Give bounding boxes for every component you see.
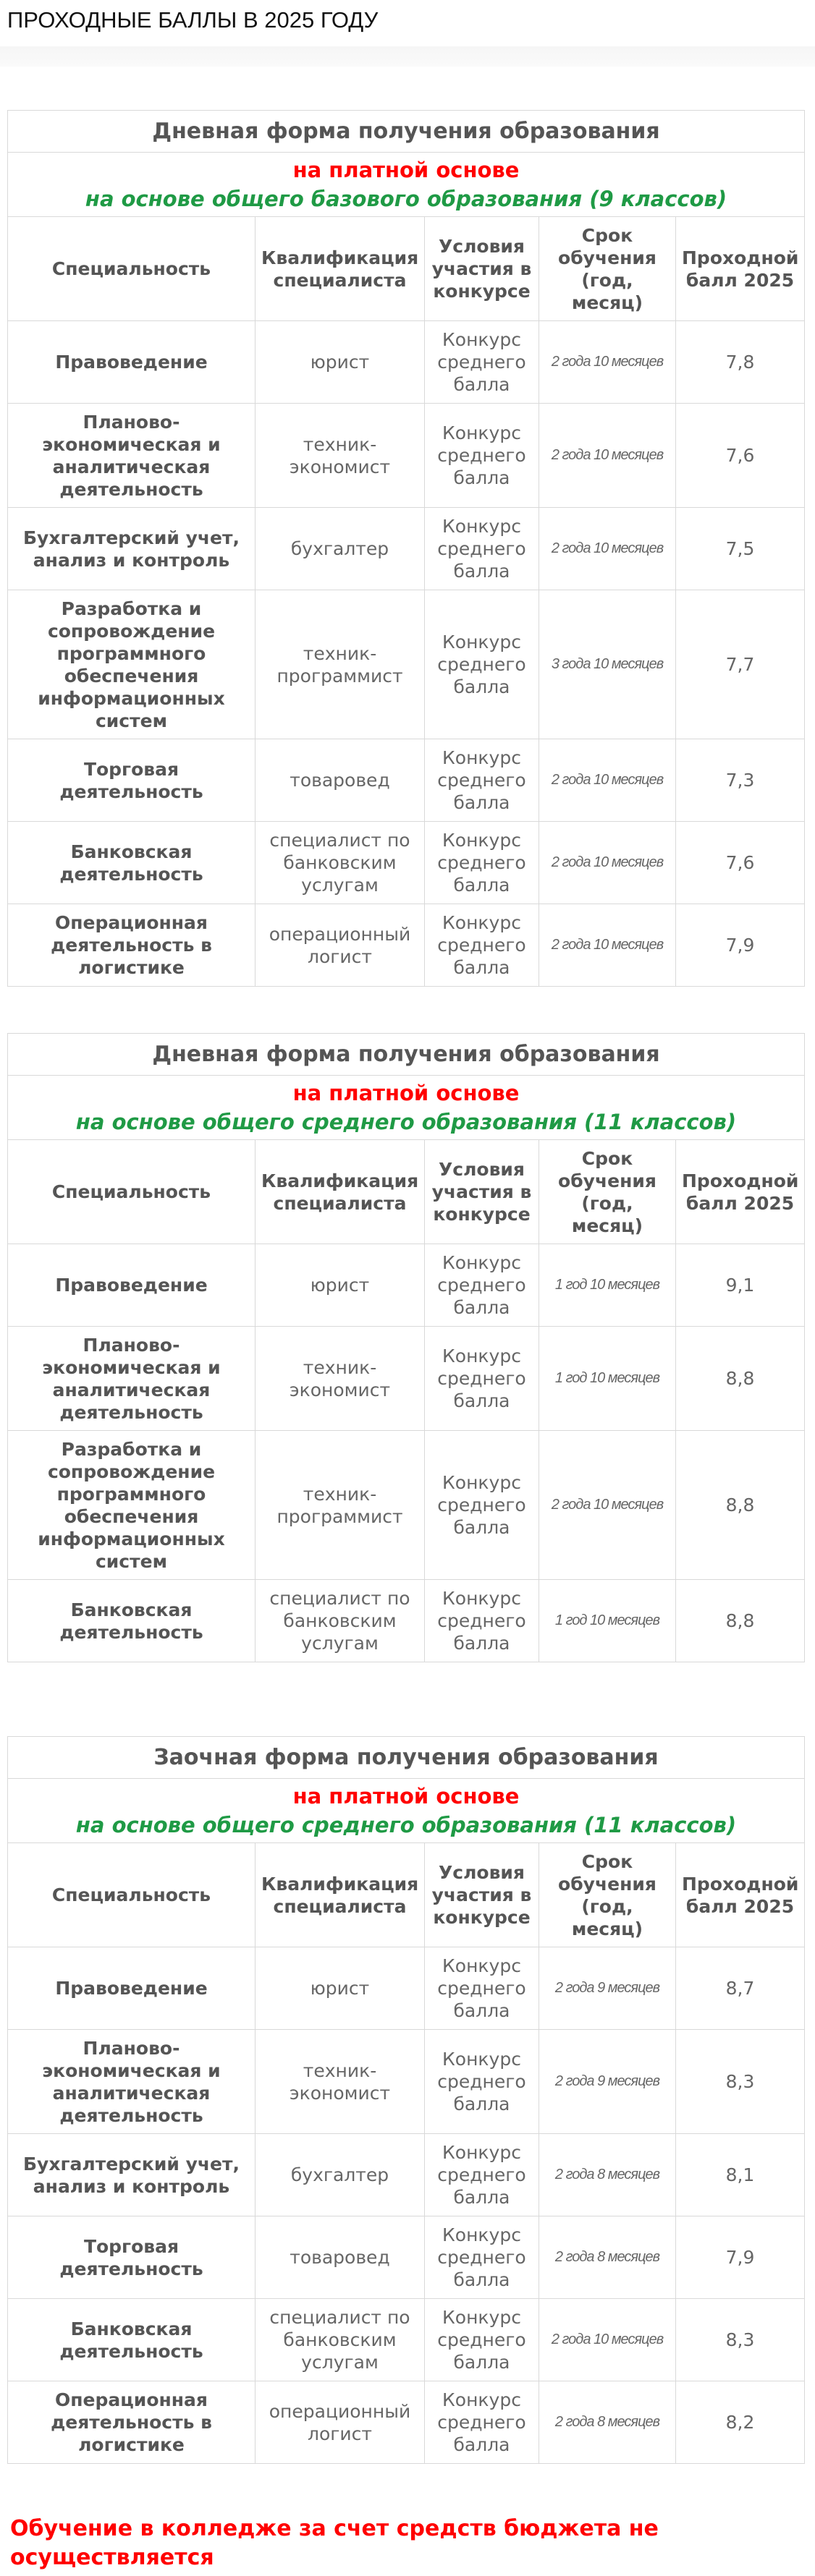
- admission-table: [7, 1033, 805, 1662]
- specialty-cell: Разработка и сопровождение программного обеспечения информационных систем: [8, 1431, 256, 1580]
- table-form-row: [8, 111, 805, 153]
- specialty-cell: Правоведение: [8, 1244, 256, 1327]
- term-cell: 1 год 10 месяцев: [539, 1327, 676, 1431]
- score-cell: 8,8: [676, 1580, 805, 1662]
- score-cell: 8,2: [676, 2381, 805, 2464]
- specialty-cell: Планово-экономическая и аналитическая деятельность: [8, 1327, 256, 1431]
- conditions-cell: Конкурс среднего балла: [425, 590, 539, 739]
- table-basis-row: [8, 153, 805, 217]
- admission-table-block: [7, 110, 804, 987]
- admission-table: [7, 1736, 805, 2464]
- score-cell: 9,1: [676, 1244, 805, 1327]
- column-header-qualification: Квалификация специалиста: [256, 1843, 425, 1947]
- column-header-term: Срок обучения (год, месяц): [539, 1140, 676, 1244]
- table-education: на основе общего среднего образования (11 классов): [75, 1813, 737, 1837]
- specialty-cell: Банковская деятельность: [8, 1580, 256, 1662]
- qualification-cell: операционный логист: [256, 2381, 425, 2464]
- table-row: [8, 1327, 805, 1431]
- conditions-cell: Конкурс среднего балла: [425, 1327, 539, 1431]
- column-header-row: [8, 217, 805, 321]
- table-basis-row: [8, 1076, 805, 1140]
- table-education: на основе общего базового образования (9 классов): [85, 187, 727, 211]
- term-cell: 2 года 9 месяцев: [539, 2030, 676, 2134]
- score-cell: 7,8: [676, 321, 805, 404]
- term-cell: 2 года 10 месяцев: [539, 321, 676, 404]
- specialty-cell: Разработка и сопровождение программного обеспечения информационных систем: [8, 590, 256, 739]
- score-cell: 8,3: [676, 2030, 805, 2134]
- qualification-cell: техник-программист: [256, 1431, 425, 1580]
- term-cell: 2 года 8 месяцев: [539, 2216, 676, 2299]
- term-cell: 2 года 10 месяцев: [539, 904, 676, 987]
- term-cell: 2 года 10 месяцев: [539, 508, 676, 590]
- conditions-cell: Конкурс среднего балла: [425, 739, 539, 822]
- score-cell: 7,6: [676, 822, 805, 904]
- column-header-qualification: Квалификация специалиста: [256, 217, 425, 321]
- table-row: [8, 904, 805, 987]
- table-form-title: Дневная форма получения образования: [8, 1034, 805, 1076]
- column-header-specialty: Специальность: [8, 1843, 256, 1947]
- column-header-score: Проходной балл 2025: [676, 1843, 805, 1947]
- qualification-cell: бухгалтер: [256, 508, 425, 590]
- qualification-cell: техник-экономист: [256, 404, 425, 508]
- score-cell: 7,9: [676, 904, 805, 987]
- specialty-cell: Операционная деятельность в логистике: [8, 2381, 256, 2464]
- table-basis-cell: [8, 1779, 805, 1843]
- budget-note: Обучение в колледже за счет средств бюджета не осуществляется: [10, 2516, 659, 2570]
- specialty-cell: Бухгалтерский учет, анализ и контроль: [8, 2134, 256, 2216]
- table-basis: на платной основе: [292, 1081, 520, 1105]
- column-header-conditions: Условия участия в конкурсе: [425, 1843, 539, 1947]
- score-cell: 7,5: [676, 508, 805, 590]
- specialty-cell: Торговая деятельность: [8, 2216, 256, 2299]
- column-header-row: [8, 1843, 805, 1947]
- conditions-cell: Конкурс среднего балла: [425, 2299, 539, 2381]
- table-row: [8, 404, 805, 508]
- qualification-cell: юрист: [256, 321, 425, 404]
- term-cell: 2 года 8 месяцев: [539, 2134, 676, 2216]
- score-cell: 7,7: [676, 590, 805, 739]
- qualification-cell: юрист: [256, 1244, 425, 1327]
- conditions-cell: Конкурс среднего балла: [425, 904, 539, 987]
- table-basis: на платной основе: [292, 158, 520, 182]
- page-title: ПРОХОДНЫЕ БАЛЛЫ В 2025 ГОДУ: [0, 0, 815, 46]
- table-row: [8, 2381, 805, 2464]
- term-cell: 3 года 10 месяцев: [539, 590, 676, 739]
- score-cell: 8,8: [676, 1327, 805, 1431]
- score-cell: 8,1: [676, 2134, 805, 2216]
- column-header-conditions: Условия участия в конкурсе: [425, 1140, 539, 1244]
- score-cell: 8,8: [676, 1431, 805, 1580]
- score-cell: 8,7: [676, 1947, 805, 2030]
- column-header-score: Проходной балл 2025: [676, 1140, 805, 1244]
- qualification-cell: техник-программист: [256, 590, 425, 739]
- admission-table-block: [7, 1736, 804, 2464]
- column-header-score: Проходной балл 2025: [676, 217, 805, 321]
- term-cell: 2 года 9 месяцев: [539, 1947, 676, 2030]
- qualification-cell: товаровед: [256, 2216, 425, 2299]
- table-form-row: [8, 1034, 805, 1076]
- conditions-cell: Конкурс среднего балла: [425, 1580, 539, 1662]
- table-row: [8, 2134, 805, 2216]
- column-header-specialty: Специальность: [8, 217, 256, 321]
- qualification-cell: специалист по банковским услугам: [256, 1580, 425, 1662]
- specialty-cell: Банковская деятельность: [8, 822, 256, 904]
- title-band: [0, 46, 815, 67]
- table-row: [8, 321, 805, 404]
- score-cell: 7,3: [676, 739, 805, 822]
- qualification-cell: бухгалтер: [256, 2134, 425, 2216]
- specialty-cell: Планово-экономическая и аналитическая деятельность: [8, 404, 256, 508]
- conditions-cell: Конкурс среднего балла: [425, 822, 539, 904]
- table-basis: на платной основе: [292, 1784, 520, 1808]
- conditions-cell: Конкурс среднего балла: [425, 2030, 539, 2134]
- column-header-term: Срок обучения (год, месяц): [539, 1843, 676, 1947]
- specialty-cell: Банковская деятельность: [8, 2299, 256, 2381]
- term-cell: 1 год 10 месяцев: [539, 1580, 676, 1662]
- qualification-cell: товаровед: [256, 739, 425, 822]
- qualification-cell: операционный логист: [256, 904, 425, 987]
- table-form-title: Дневная форма получения образования: [8, 111, 805, 153]
- qualification-cell: специалист по банковским услугам: [256, 2299, 425, 2381]
- table-row: [8, 590, 805, 739]
- table-row: [8, 1580, 805, 1662]
- column-header-term: Срок обучения (год, месяц): [539, 217, 676, 321]
- table-row: [8, 2030, 805, 2134]
- table-form-row: [8, 1737, 805, 1779]
- conditions-cell: Конкурс среднего балла: [425, 1947, 539, 2030]
- table-form-title: Заочная форма получения образования: [8, 1737, 805, 1779]
- specialty-cell: Бухгалтерский учет, анализ и контроль: [8, 508, 256, 590]
- table-row: [8, 2299, 805, 2381]
- specialty-cell: Правоведение: [8, 321, 256, 404]
- qualification-cell: техник-экономист: [256, 2030, 425, 2134]
- conditions-cell: Конкурс среднего балла: [425, 2134, 539, 2216]
- admission-table-block: [7, 1033, 804, 1662]
- table-row: [8, 822, 805, 904]
- conditions-cell: Конкурс среднего балла: [425, 1244, 539, 1327]
- score-cell: 7,6: [676, 404, 805, 508]
- specialty-cell: Торговая деятельность: [8, 739, 256, 822]
- conditions-cell: Конкурс среднего балла: [425, 2381, 539, 2464]
- table-row: [8, 508, 805, 590]
- admission-table: [7, 110, 805, 987]
- table-row: [8, 1947, 805, 2030]
- table-education: на основе общего среднего образования (11 классов): [75, 1110, 737, 1134]
- term-cell: 2 года 8 месяцев: [539, 2381, 676, 2464]
- column-header-specialty: Специальность: [8, 1140, 256, 1244]
- column-header-row: [8, 1140, 805, 1244]
- specialty-cell: Правоведение: [8, 1947, 256, 2030]
- conditions-cell: Конкурс среднего балла: [425, 404, 539, 508]
- conditions-cell: Конкурс среднего балла: [425, 2216, 539, 2299]
- table-basis-row: [8, 1779, 805, 1843]
- conditions-cell: Конкурс среднего балла: [425, 321, 539, 404]
- term-cell: 2 года 10 месяцев: [539, 822, 676, 904]
- table-basis-cell: [8, 1076, 805, 1140]
- table-row: [8, 2216, 805, 2299]
- column-header-qualification: Квалификация специалиста: [256, 1140, 425, 1244]
- score-cell: 7,9: [676, 2216, 805, 2299]
- table-row: [8, 1244, 805, 1327]
- term-cell: 2 года 10 месяцев: [539, 739, 676, 822]
- conditions-cell: Конкурс среднего балла: [425, 1431, 539, 1580]
- table-row: [8, 1431, 805, 1580]
- term-cell: 2 года 10 месяцев: [539, 404, 676, 508]
- score-cell: 8,3: [676, 2299, 805, 2381]
- term-cell: 2 года 10 месяцев: [539, 2299, 676, 2381]
- qualification-cell: специалист по банковским услугам: [256, 822, 425, 904]
- column-header-conditions: Условия участия в конкурсе: [425, 217, 539, 321]
- term-cell: 2 года 10 месяцев: [539, 1431, 676, 1580]
- conditions-cell: Конкурс среднего балла: [425, 508, 539, 590]
- specialty-cell: Планово-экономическая и аналитическая деятельность: [8, 2030, 256, 2134]
- qualification-cell: юрист: [256, 1947, 425, 2030]
- table-row: [8, 739, 805, 822]
- table-basis-cell: [8, 153, 805, 217]
- term-cell: 1 год 10 месяцев: [539, 1244, 676, 1327]
- specialty-cell: Операционная деятельность в логистике: [8, 904, 256, 987]
- qualification-cell: техник-экономист: [256, 1327, 425, 1431]
